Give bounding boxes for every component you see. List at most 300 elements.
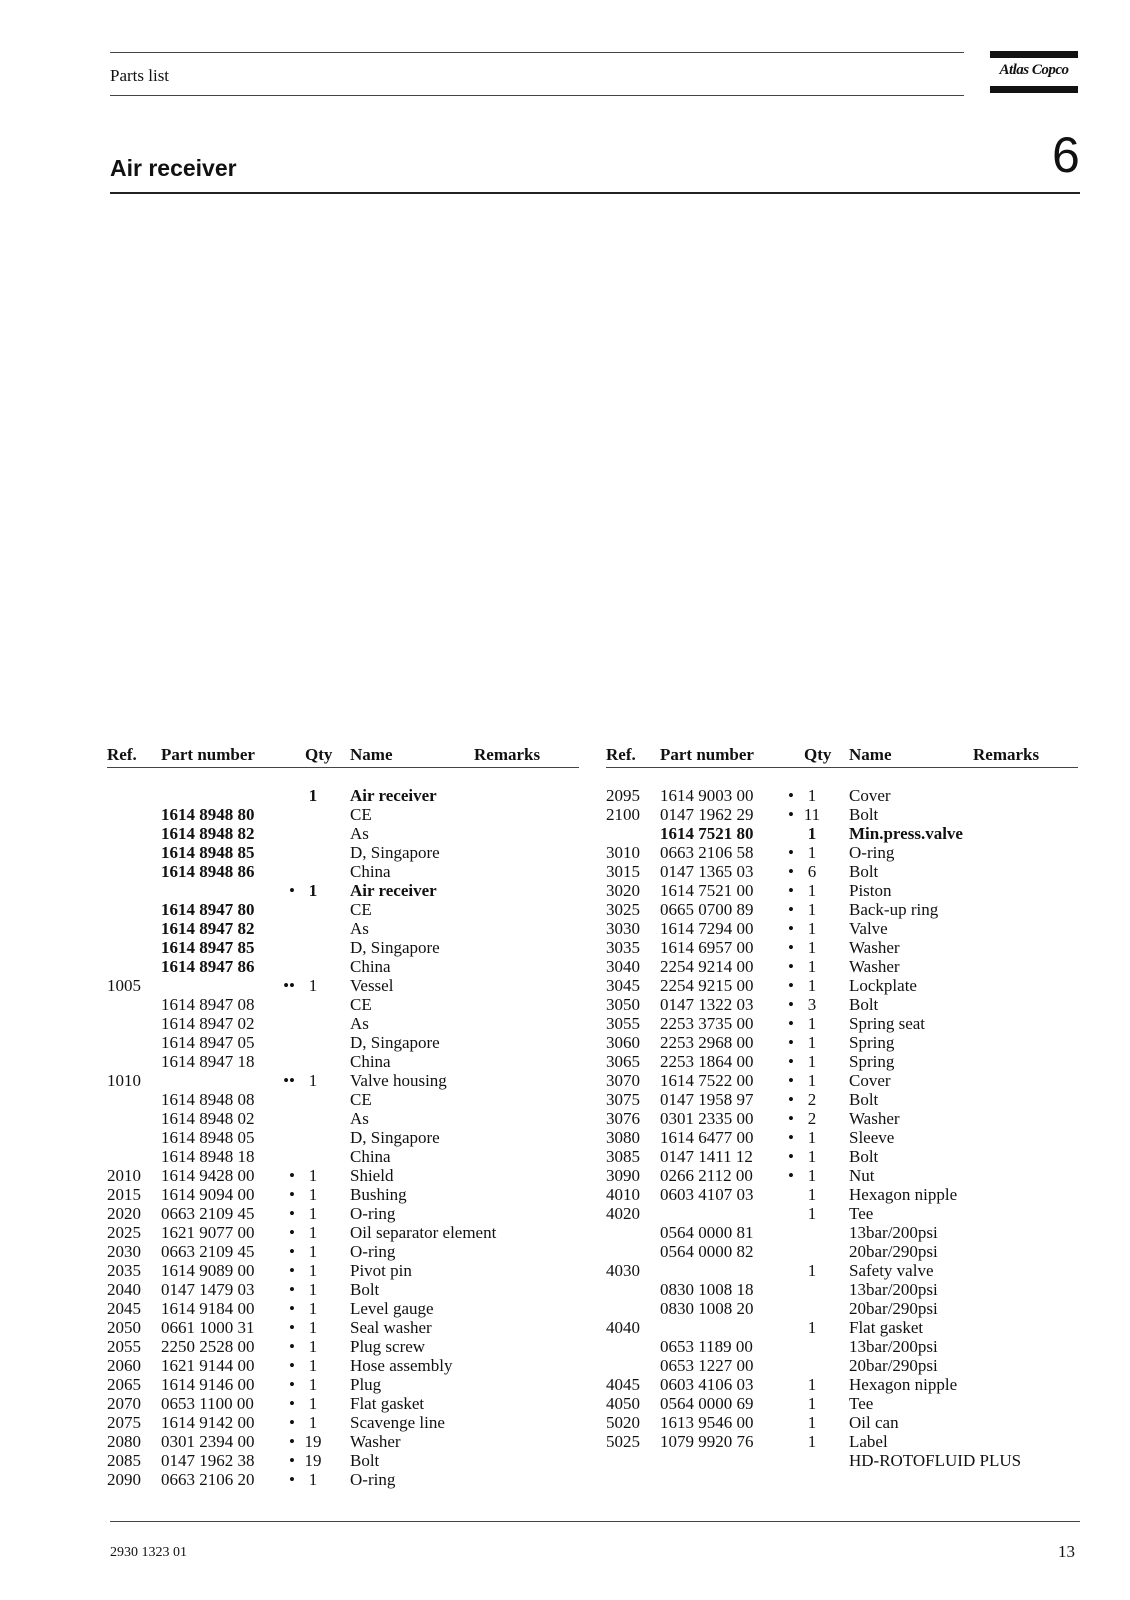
ref-cell: 3090 bbox=[606, 1166, 640, 1185]
name-cell: Bushing bbox=[350, 1185, 407, 1204]
qty-cell: 1 bbox=[308, 1413, 318, 1432]
qty-cell: 1 bbox=[308, 976, 318, 995]
table-header bbox=[606, 745, 1078, 768]
name-cell: Level gauge bbox=[350, 1299, 434, 1318]
header-bottom-rule bbox=[110, 95, 964, 96]
name-cell: Hexagon nipple bbox=[849, 1185, 958, 1204]
table-row bbox=[107, 1280, 579, 1299]
table-row bbox=[606, 1299, 1078, 1318]
name-cell: Cover bbox=[849, 786, 891, 805]
part-number-cell: 0147 1962 29 bbox=[660, 805, 754, 824]
name-cell: Spring bbox=[849, 1033, 895, 1052]
table-row bbox=[107, 1223, 579, 1242]
col-name-header: Name bbox=[350, 745, 393, 764]
marker-cell: • bbox=[788, 862, 794, 881]
name-cell: Vessel bbox=[350, 976, 394, 995]
qty-cell: 1 bbox=[308, 881, 318, 900]
qty-cell: 1 bbox=[308, 1242, 318, 1261]
part-number-cell: 0266 2112 00 bbox=[660, 1166, 753, 1185]
table-row bbox=[107, 1185, 579, 1204]
table-row bbox=[107, 1470, 579, 1489]
qty-cell: 1 bbox=[807, 1413, 817, 1432]
page-number: 13 bbox=[1058, 1542, 1075, 1561]
qty-cell: 1 bbox=[308, 1318, 318, 1337]
table-row bbox=[606, 1394, 1078, 1413]
name-cell: Back-up ring bbox=[849, 900, 939, 919]
marker-cell: • bbox=[788, 1166, 794, 1185]
name-cell: Flat gasket bbox=[350, 1394, 425, 1413]
table-row bbox=[107, 824, 579, 843]
marker-cell: • bbox=[788, 881, 794, 900]
table-row bbox=[606, 1242, 1078, 1261]
part-number-cell: 2253 1864 00 bbox=[660, 1052, 754, 1071]
table-row bbox=[107, 1128, 579, 1147]
col-ref-header: Ref. bbox=[107, 745, 137, 764]
ref-cell: 2010 bbox=[107, 1166, 141, 1185]
part-number-cell: 0564 0000 82 bbox=[660, 1242, 754, 1261]
table-row bbox=[107, 1242, 579, 1261]
ref-cell: 5025 bbox=[606, 1432, 640, 1451]
qty-cell: 1 bbox=[308, 1185, 318, 1204]
name-cell: Spring seat bbox=[849, 1014, 926, 1033]
marker-cell: • bbox=[788, 919, 794, 938]
table-row bbox=[606, 1014, 1078, 1033]
name-cell: Valve bbox=[849, 919, 888, 938]
table-row bbox=[107, 1147, 579, 1166]
qty-cell: 1 bbox=[807, 1185, 817, 1204]
ref-cell: 3055 bbox=[606, 1014, 640, 1033]
table-row bbox=[107, 862, 579, 881]
col-part-header: Part number bbox=[161, 745, 255, 764]
part-number-cell: 0830 1008 20 bbox=[660, 1299, 754, 1318]
document-number: 2930 1323 01 bbox=[110, 1545, 187, 1560]
name-cell: As bbox=[350, 1014, 369, 1033]
qty-cell: 1 bbox=[807, 900, 817, 919]
marker-cell: • bbox=[788, 938, 794, 957]
qty-cell: 1 bbox=[807, 1318, 817, 1337]
ref-cell: 3040 bbox=[606, 957, 640, 976]
table-row bbox=[107, 805, 579, 824]
name-cell: Air receiver bbox=[350, 786, 437, 805]
qty-cell: 1 bbox=[807, 1432, 817, 1451]
marker-cell: • bbox=[788, 1052, 794, 1071]
qty-cell: 1 bbox=[807, 1014, 817, 1033]
qty-cell: 1 bbox=[807, 1033, 817, 1052]
part-number-cell: 0663 2109 45 bbox=[161, 1204, 255, 1223]
col-qty-header: Qty bbox=[305, 745, 333, 764]
part-number-cell: 0653 1227 00 bbox=[660, 1356, 754, 1375]
table-row bbox=[107, 938, 579, 957]
table-row bbox=[107, 786, 579, 805]
qty-cell: 1 bbox=[308, 1356, 318, 1375]
name-cell: Bolt bbox=[849, 862, 879, 881]
ref-cell: 3030 bbox=[606, 919, 640, 938]
table-row bbox=[606, 957, 1078, 976]
name-cell: Bolt bbox=[849, 1090, 879, 1109]
ref-cell: 3050 bbox=[606, 995, 640, 1014]
marker-cell: • bbox=[788, 843, 794, 862]
qty-cell: 3 bbox=[807, 995, 817, 1014]
part-number-cell: 1621 9077 00 bbox=[161, 1223, 255, 1242]
col-ref-header: Ref. bbox=[606, 745, 636, 764]
part-number-cell: 2253 3735 00 bbox=[660, 1014, 754, 1033]
ref-cell: 2040 bbox=[107, 1280, 141, 1299]
marker-cell: •• bbox=[283, 1071, 295, 1090]
table-row bbox=[606, 786, 1078, 805]
part-number-cell: 1614 8947 86 bbox=[161, 957, 255, 976]
table-row bbox=[107, 881, 579, 900]
marker-cell: • bbox=[289, 1375, 295, 1394]
name-cell: Bolt bbox=[849, 995, 879, 1014]
table-row bbox=[606, 1432, 1078, 1451]
table-row bbox=[107, 1432, 579, 1451]
table-row bbox=[606, 1451, 1078, 1470]
table-row bbox=[606, 1090, 1078, 1109]
marker-cell: • bbox=[289, 1242, 295, 1261]
table-row bbox=[606, 1185, 1078, 1204]
name-cell: Flat gasket bbox=[849, 1318, 924, 1337]
table-header bbox=[107, 745, 579, 768]
ref-cell: 3010 bbox=[606, 843, 640, 862]
name-cell: Tee bbox=[849, 1394, 874, 1413]
part-number-cell: 1614 9094 00 bbox=[161, 1185, 255, 1204]
ref-cell: 3065 bbox=[606, 1052, 640, 1071]
name-cell: CE bbox=[350, 995, 372, 1014]
marker-cell: • bbox=[788, 1090, 794, 1109]
table-row bbox=[107, 1204, 579, 1223]
qty-cell: 2 bbox=[807, 1109, 817, 1128]
part-number-cell: 0663 2106 20 bbox=[161, 1470, 255, 1489]
part-number-cell: 1614 8948 86 bbox=[161, 862, 255, 881]
part-number-cell: 1614 8947 08 bbox=[161, 995, 255, 1014]
marker-cell: • bbox=[289, 1166, 295, 1185]
qty-cell: 11 bbox=[803, 805, 821, 824]
table-row bbox=[606, 1166, 1078, 1185]
qty-cell: 1 bbox=[807, 976, 817, 995]
marker-cell: • bbox=[289, 1451, 295, 1470]
qty-cell: 1 bbox=[807, 786, 817, 805]
table-row bbox=[107, 1394, 579, 1413]
part-number-cell: 1614 9146 00 bbox=[161, 1375, 255, 1394]
chapter-number: 6 bbox=[1052, 127, 1080, 183]
section-title: Air receiver bbox=[110, 155, 237, 181]
name-cell: Nut bbox=[849, 1166, 875, 1185]
part-number-cell: 0147 1962 38 bbox=[161, 1451, 255, 1470]
table-row bbox=[606, 805, 1078, 824]
ref-cell: 2060 bbox=[107, 1356, 141, 1375]
part-number-cell: 0663 2109 45 bbox=[161, 1242, 255, 1261]
ref-cell: 2030 bbox=[107, 1242, 141, 1261]
ref-cell: 2085 bbox=[107, 1451, 141, 1470]
ref-cell: 1010 bbox=[107, 1071, 141, 1090]
table-row bbox=[606, 1337, 1078, 1356]
name-cell: Scavenge line bbox=[350, 1413, 445, 1432]
ref-cell: 2020 bbox=[107, 1204, 141, 1223]
table-row bbox=[606, 1071, 1078, 1090]
part-number-cell: 0147 1322 03 bbox=[660, 995, 754, 1014]
ref-cell: 2095 bbox=[606, 786, 640, 805]
table-row bbox=[606, 995, 1078, 1014]
table-row bbox=[606, 1204, 1078, 1223]
name-cell: 20bar/290psi bbox=[849, 1242, 938, 1261]
marker-cell: • bbox=[289, 881, 295, 900]
name-cell: Washer bbox=[350, 1432, 401, 1451]
table-row bbox=[107, 1413, 579, 1432]
table-row bbox=[107, 1166, 579, 1185]
ref-cell: 2025 bbox=[107, 1223, 141, 1242]
name-cell: As bbox=[350, 824, 369, 843]
ref-cell: 3070 bbox=[606, 1071, 640, 1090]
name-cell: Bolt bbox=[350, 1451, 380, 1470]
name-cell: Min.press.valve bbox=[849, 824, 963, 843]
name-cell: Oil can bbox=[849, 1413, 899, 1432]
qty-cell: 19 bbox=[304, 1451, 322, 1470]
marker-cell: • bbox=[289, 1318, 295, 1337]
table-row bbox=[606, 1356, 1078, 1375]
table-row bbox=[606, 1128, 1078, 1147]
marker-cell: • bbox=[289, 1413, 295, 1432]
qty-cell: 1 bbox=[807, 1394, 817, 1413]
table-body bbox=[606, 786, 1078, 1470]
table-row bbox=[107, 1033, 579, 1052]
qty-cell: 1 bbox=[807, 1204, 817, 1223]
logo-wordmark: Atlas Copco bbox=[999, 62, 1069, 78]
ref-cell: 1005 bbox=[107, 976, 141, 995]
marker-cell: • bbox=[289, 1204, 295, 1223]
table-row bbox=[606, 919, 1078, 938]
qty-cell: 1 bbox=[807, 938, 817, 957]
table-row bbox=[107, 1337, 579, 1356]
part-number-cell: 0147 1411 12 bbox=[660, 1147, 753, 1166]
ref-cell: 2015 bbox=[107, 1185, 141, 1204]
marker-cell: • bbox=[788, 1033, 794, 1052]
part-number-cell: 1614 8948 05 bbox=[161, 1128, 255, 1147]
part-number-cell: 1614 9089 00 bbox=[161, 1261, 255, 1280]
qty-cell: 1 bbox=[308, 1204, 318, 1223]
name-cell: Washer bbox=[849, 938, 900, 957]
ref-cell: 2075 bbox=[107, 1413, 141, 1432]
ref-cell: 3085 bbox=[606, 1147, 640, 1166]
name-cell: Washer bbox=[849, 957, 900, 976]
qty-cell: 1 bbox=[807, 957, 817, 976]
table-row bbox=[107, 1014, 579, 1033]
part-number-cell: 0301 2335 00 bbox=[660, 1109, 754, 1128]
table-row bbox=[606, 938, 1078, 957]
parts-table-left bbox=[107, 745, 579, 1489]
col-qty-header: Qty bbox=[804, 745, 832, 764]
qty-cell: 1 bbox=[807, 919, 817, 938]
part-number-cell: 0661 1000 31 bbox=[161, 1318, 255, 1337]
qty-cell: 1 bbox=[807, 1071, 817, 1090]
qty-cell: 1 bbox=[308, 786, 318, 805]
name-cell: China bbox=[350, 1052, 391, 1071]
table-row bbox=[606, 1033, 1078, 1052]
name-cell: D, Singapore bbox=[350, 1128, 440, 1147]
ref-cell: 5020 bbox=[606, 1413, 640, 1432]
name-cell: China bbox=[350, 862, 391, 881]
ref-cell: 4010 bbox=[606, 1185, 640, 1204]
table-row bbox=[606, 1223, 1078, 1242]
name-cell: CE bbox=[350, 1090, 372, 1109]
ref-cell: 3080 bbox=[606, 1128, 640, 1147]
name-cell: Valve housing bbox=[350, 1071, 447, 1090]
name-cell: O-ring bbox=[350, 1242, 396, 1261]
ref-cell: 4045 bbox=[606, 1375, 640, 1394]
part-number-cell: 1613 9546 00 bbox=[660, 1413, 754, 1432]
qty-cell: 6 bbox=[807, 862, 817, 881]
part-number-cell: 0147 1365 03 bbox=[660, 862, 754, 881]
name-cell: Seal washer bbox=[350, 1318, 432, 1337]
name-cell: O-ring bbox=[350, 1204, 396, 1223]
table-body bbox=[107, 786, 579, 1489]
name-cell: 13bar/200psi bbox=[849, 1280, 938, 1299]
name-cell: 20bar/290psi bbox=[849, 1356, 938, 1375]
name-cell: Label bbox=[849, 1432, 888, 1451]
qty-cell: 1 bbox=[308, 1223, 318, 1242]
name-cell: D, Singapore bbox=[350, 938, 440, 957]
name-cell: HD-ROTOFLUID PLUS bbox=[849, 1451, 1022, 1470]
qty-cell: 1 bbox=[308, 1337, 318, 1356]
qty-cell: 1 bbox=[807, 1128, 817, 1147]
name-cell: D, Singapore bbox=[350, 1033, 440, 1052]
ref-cell: 4050 bbox=[606, 1394, 640, 1413]
marker-cell: • bbox=[788, 995, 794, 1014]
footer-rule bbox=[110, 1521, 1080, 1522]
table-row bbox=[606, 1280, 1078, 1299]
marker-cell: • bbox=[788, 805, 794, 824]
name-cell: Bolt bbox=[849, 805, 879, 824]
qty-cell: 1 bbox=[807, 1166, 817, 1185]
qty-cell: 1 bbox=[807, 1261, 817, 1280]
table-row bbox=[606, 843, 1078, 862]
marker-cell: • bbox=[289, 1299, 295, 1318]
table-row bbox=[107, 1052, 579, 1071]
qty-cell: 1 bbox=[308, 1394, 318, 1413]
table-row bbox=[107, 1318, 579, 1337]
name-cell: Plug screw bbox=[350, 1337, 426, 1356]
qty-cell: 1 bbox=[308, 1280, 318, 1299]
name-cell: D, Singapore bbox=[350, 843, 440, 862]
marker-cell: • bbox=[289, 1432, 295, 1451]
part-number-cell: 2254 9214 00 bbox=[660, 957, 754, 976]
name-cell: Hexagon nipple bbox=[849, 1375, 958, 1394]
name-cell: China bbox=[350, 1147, 391, 1166]
table-row bbox=[606, 976, 1078, 995]
qty-cell: 1 bbox=[807, 1375, 817, 1394]
part-number-cell: 1614 8947 80 bbox=[161, 900, 255, 919]
qty-cell: 1 bbox=[807, 1147, 817, 1166]
part-number-cell: 2254 9215 00 bbox=[660, 976, 754, 995]
part-number-cell: 1614 8948 02 bbox=[161, 1109, 255, 1128]
part-number-cell: 0301 2394 00 bbox=[161, 1432, 255, 1451]
marker-cell: • bbox=[788, 957, 794, 976]
table-row bbox=[606, 900, 1078, 919]
ref-cell: 2065 bbox=[107, 1375, 141, 1394]
name-cell: 20bar/290psi bbox=[849, 1299, 938, 1318]
name-cell: China bbox=[350, 957, 391, 976]
table-row bbox=[606, 824, 1078, 843]
qty-cell: 19 bbox=[304, 1432, 322, 1451]
qty-cell: 1 bbox=[807, 1052, 817, 1071]
qty-cell: 1 bbox=[308, 1470, 318, 1489]
name-cell: As bbox=[350, 1109, 369, 1128]
name-cell: Lockplate bbox=[849, 976, 917, 995]
marker-cell: • bbox=[289, 1223, 295, 1242]
table-row bbox=[606, 1375, 1078, 1394]
name-cell: As bbox=[350, 919, 369, 938]
ref-cell: 2100 bbox=[606, 805, 640, 824]
qty-cell: 1 bbox=[807, 843, 817, 862]
name-cell: Washer bbox=[849, 1109, 900, 1128]
part-number-cell: 0603 4107 03 bbox=[660, 1185, 754, 1204]
part-number-cell: 1614 8947 05 bbox=[161, 1033, 255, 1052]
table-row bbox=[606, 881, 1078, 900]
marker-cell: • bbox=[289, 1356, 295, 1375]
qty-cell: 1 bbox=[308, 1261, 318, 1280]
qty-cell: 1 bbox=[308, 1071, 318, 1090]
name-cell: Plug bbox=[350, 1375, 382, 1394]
qty-cell: 2 bbox=[807, 1090, 817, 1109]
table-row bbox=[606, 1052, 1078, 1071]
name-cell: Hose assembly bbox=[350, 1356, 453, 1375]
part-number-cell: 1614 6957 00 bbox=[660, 938, 754, 957]
marker-cell: •• bbox=[283, 976, 295, 995]
table-row bbox=[107, 995, 579, 1014]
ref-cell: 3015 bbox=[606, 862, 640, 881]
logo-top-bar bbox=[990, 51, 1078, 58]
part-number-cell: 0564 0000 69 bbox=[660, 1394, 754, 1413]
name-cell: Bolt bbox=[350, 1280, 380, 1299]
part-number-cell: 1614 9428 00 bbox=[161, 1166, 255, 1185]
part-number-cell: 1614 8948 82 bbox=[161, 824, 255, 843]
ref-cell: 4020 bbox=[606, 1204, 640, 1223]
name-cell: O-ring bbox=[350, 1470, 396, 1489]
qty-cell: 1 bbox=[308, 1375, 318, 1394]
marker-cell: • bbox=[788, 900, 794, 919]
marker-cell: • bbox=[289, 1261, 295, 1280]
part-number-cell: 0564 0000 81 bbox=[660, 1223, 754, 1242]
marker-cell: • bbox=[788, 786, 794, 805]
part-number-cell: 1614 7522 00 bbox=[660, 1071, 754, 1090]
name-cell: Safety valve bbox=[849, 1261, 934, 1280]
part-number-cell: 1079 9920 76 bbox=[660, 1432, 754, 1451]
marker-cell: • bbox=[289, 1185, 295, 1204]
marker-cell: • bbox=[788, 976, 794, 995]
qty-cell: 1 bbox=[308, 1166, 318, 1185]
name-cell: O-ring bbox=[849, 843, 895, 862]
part-number-cell: 1614 8947 18 bbox=[161, 1052, 255, 1071]
table-row bbox=[107, 1090, 579, 1109]
table-row bbox=[107, 1109, 579, 1128]
name-cell: Air receiver bbox=[350, 881, 437, 900]
table-row bbox=[107, 1299, 579, 1318]
table-row bbox=[107, 1071, 579, 1090]
table-row bbox=[107, 957, 579, 976]
logo-bottom-bar bbox=[990, 86, 1078, 93]
ref-cell: 4040 bbox=[606, 1318, 640, 1337]
name-cell: Cover bbox=[849, 1071, 891, 1090]
header-section-label: Parts list bbox=[110, 66, 170, 85]
table-row bbox=[606, 1413, 1078, 1432]
table-row bbox=[107, 976, 579, 995]
qty-cell: 1 bbox=[807, 881, 817, 900]
table-row bbox=[606, 1147, 1078, 1166]
name-cell: Oil separator element bbox=[350, 1223, 497, 1242]
part-number-cell: 1614 8947 02 bbox=[161, 1014, 255, 1033]
part-number-cell: 1614 9003 00 bbox=[660, 786, 754, 805]
table-row bbox=[606, 1109, 1078, 1128]
table-row bbox=[606, 1318, 1078, 1337]
